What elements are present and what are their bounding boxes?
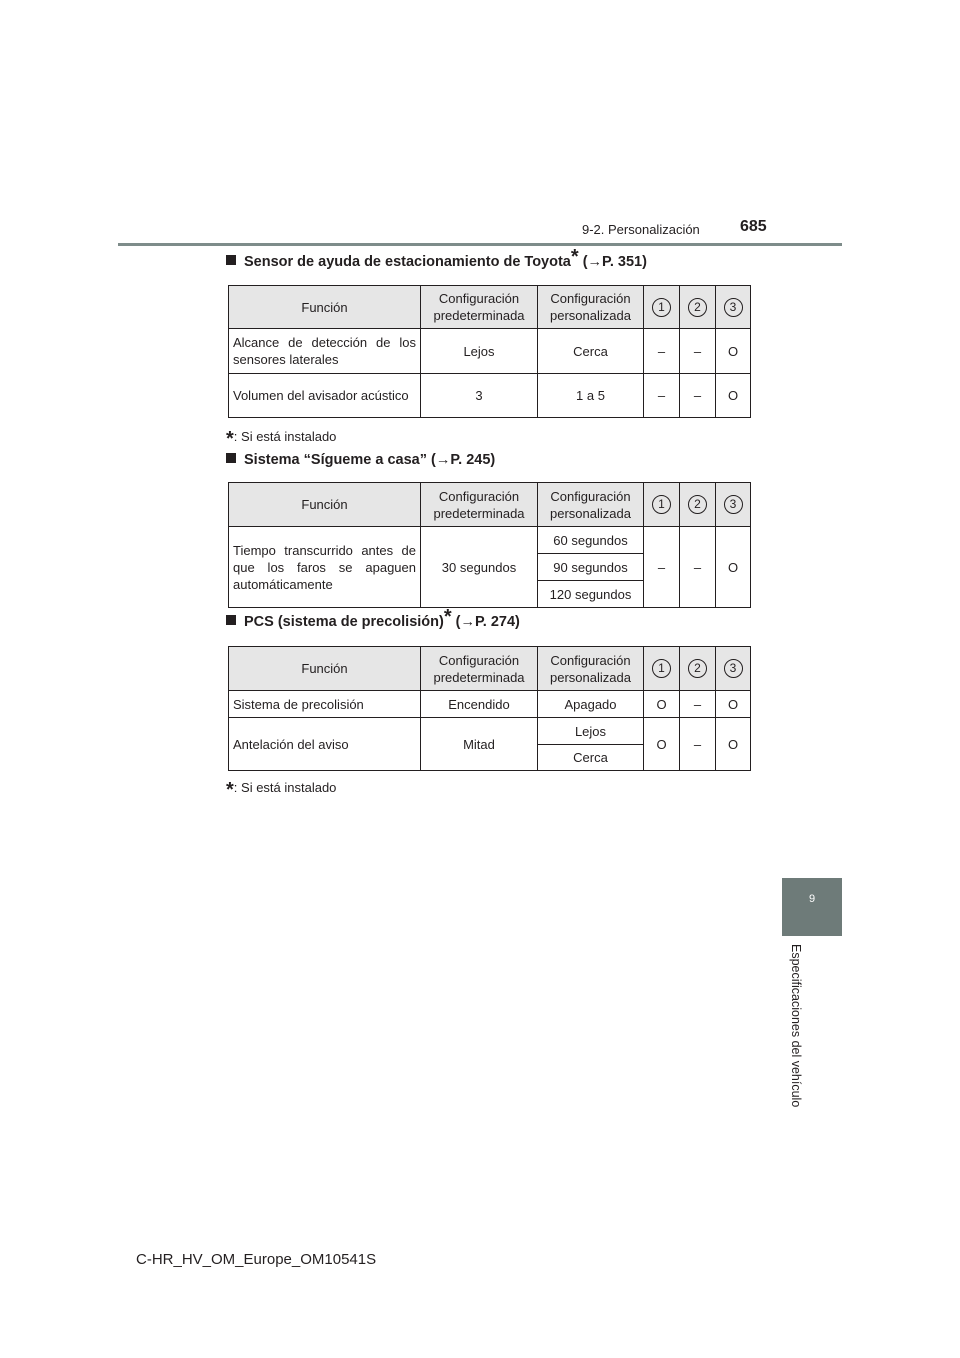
header-section-title: 9-2. Personalización: [582, 222, 700, 237]
cell-method-2: –: [680, 691, 716, 718]
cell-method-1: –: [644, 374, 680, 418]
page-reference: (→P. 274): [455, 614, 520, 630]
page-number: 685: [740, 218, 767, 235]
settings-table: [228, 482, 751, 608]
bullet-square-icon: [226, 615, 236, 625]
cell-method-2: –: [680, 718, 716, 771]
footnote: [226, 424, 337, 450]
cell-method-3: O: [716, 527, 751, 608]
cell-method-3: O: [716, 374, 751, 418]
circled-3-icon: 3: [724, 659, 743, 678]
cell-method-1: –: [644, 527, 680, 608]
header-custom: Configuración personalizada: [538, 286, 644, 329]
table-row: [229, 691, 751, 718]
cell-function: Tiempo transcurrido antes de que los faros se apaguen automáticamente: [229, 527, 421, 608]
header-method-1: [644, 647, 680, 691]
circled-3-icon: 3: [724, 298, 743, 317]
circled-1-icon: 1: [652, 659, 671, 678]
circled-3-icon: 3: [724, 495, 743, 514]
cell-custom: 60 segundos: [538, 527, 644, 554]
header-funcion: Función: [229, 483, 421, 527]
side-tab: [782, 878, 842, 936]
footnote-text: : Si está instalado: [233, 780, 337, 795]
cell-default: 3: [421, 374, 538, 418]
settings-table: [228, 646, 751, 771]
cell-method-1: O: [644, 691, 680, 718]
table-row: [229, 329, 751, 374]
footnote-asterisk: *: [226, 779, 234, 801]
section-title: [226, 452, 495, 468]
cell-default: Encendido: [421, 691, 538, 718]
header-default: Configuración predeterminada: [421, 483, 538, 527]
circled-2-icon: 2: [688, 659, 707, 678]
settings-table: [228, 285, 751, 418]
bullet-square-icon: [226, 255, 236, 265]
table-row: [229, 718, 751, 745]
header-rule: [118, 243, 842, 246]
side-tab-number: 9: [808, 893, 816, 905]
asterisk: *: [443, 606, 452, 629]
cell-method-1: –: [644, 329, 680, 374]
bullet-square-icon: [226, 453, 236, 463]
cell-method-3: O: [716, 718, 751, 771]
cell-method-3: O: [716, 329, 751, 374]
section-title: [226, 246, 647, 270]
cell-method-3: O: [716, 691, 751, 718]
footnote-asterisk: *: [226, 428, 234, 450]
side-tab-label: Especificaciones del vehículo: [789, 944, 803, 1108]
table-row: [229, 527, 751, 554]
cell-default: Lejos: [421, 329, 538, 374]
cell-method-2: –: [680, 329, 716, 374]
header-default: Configuración predeterminada: [421, 647, 538, 691]
table-row: [229, 374, 751, 418]
cell-custom: Apagado: [538, 691, 644, 718]
footer-doc-id: C-HR_HV_OM_Europe_OM10541S: [136, 1251, 377, 1268]
section-title-text: Sensor de ayuda de estacionamiento de Toyota: [244, 254, 571, 270]
cell-custom: 120 segundos: [538, 581, 644, 608]
section-title: [226, 606, 520, 630]
footnote-text: : Si está instalado: [233, 429, 337, 444]
circled-1-icon: 1: [652, 495, 671, 514]
cell-method-2: –: [680, 527, 716, 608]
header-method-2: [680, 483, 716, 527]
page-reference: (→P. 351): [582, 254, 647, 270]
header-funcion: Función: [229, 286, 421, 329]
circled-2-icon: 2: [688, 298, 707, 317]
circled-2-icon: 2: [688, 495, 707, 514]
cell-default: Mitad: [421, 718, 538, 771]
cell-custom: 1 a 5: [538, 374, 644, 418]
asterisk: *: [570, 246, 579, 269]
cell-function: Antelación del aviso: [229, 718, 421, 771]
cell-custom: Cerca: [538, 329, 644, 374]
header-method-3: [716, 647, 751, 691]
header-funcion: Función: [229, 647, 421, 691]
header-method-3: [716, 286, 751, 329]
cell-default: 30 segundos: [421, 527, 538, 608]
header-method-1: [644, 286, 680, 329]
cell-function: Sistema de precolisión: [229, 691, 421, 718]
cell-function: Alcance de detección de los sensores laterales: [229, 329, 421, 374]
section-title-text: Sistema “Sígueme a casa”: [244, 452, 427, 468]
header-method-2: [680, 286, 716, 329]
cell-custom: 90 segundos: [538, 554, 644, 581]
cell-function: Volumen del avisador acústico: [229, 374, 421, 418]
cell-method-1: O: [644, 718, 680, 771]
circled-1-icon: 1: [652, 298, 671, 317]
cell-method-2: –: [680, 374, 716, 418]
page-reference: (→P. 245): [431, 452, 496, 468]
footnote: [226, 775, 337, 801]
header-custom: Configuración personalizada: [538, 483, 644, 527]
cell-custom: Lejos: [538, 718, 644, 745]
header-default: Configuración predeterminada: [421, 286, 538, 329]
cell-custom: Cerca: [538, 745, 644, 771]
section-title-text: PCS (sistema de precolisión): [244, 614, 444, 630]
header-method-3: [716, 483, 751, 527]
header-method-2: [680, 647, 716, 691]
header-method-1: [644, 483, 680, 527]
header-custom: Configuración personalizada: [538, 647, 644, 691]
